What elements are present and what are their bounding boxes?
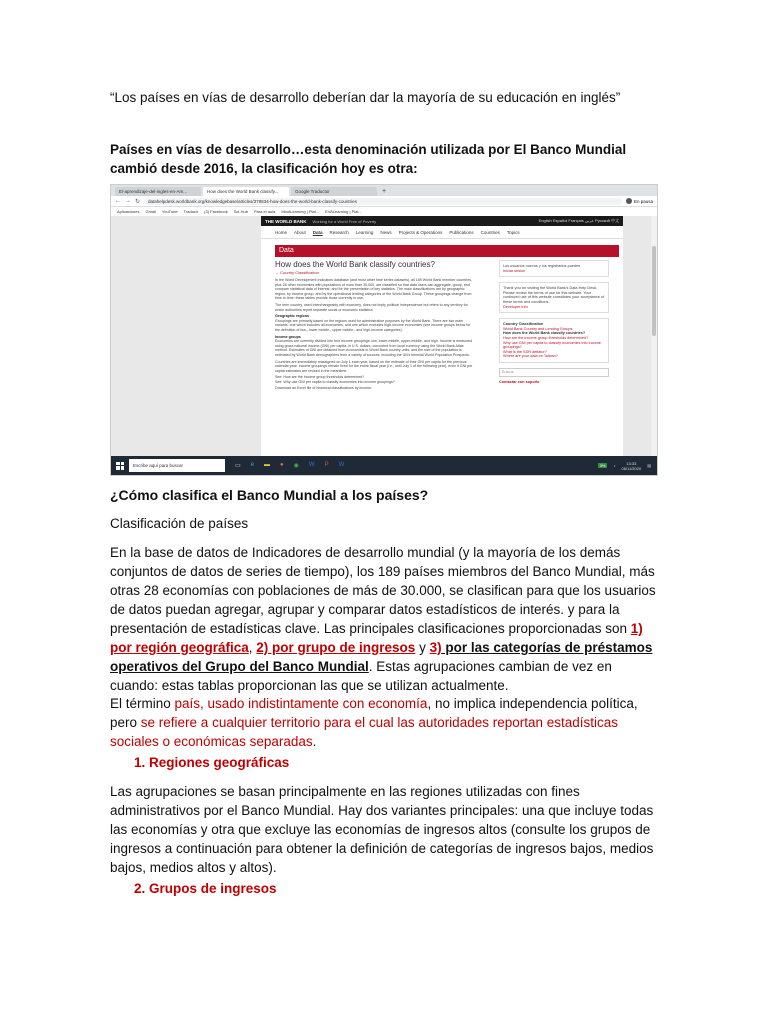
menu-item[interactable]: Projects & Operations (398, 229, 443, 235)
login-box (499, 260, 609, 277)
windows-start-icon[interactable] (116, 462, 124, 470)
support-link[interactable]: Contactar con soporte (499, 379, 540, 384)
paragraph-classification (110, 543, 660, 695)
sidebar-link[interactable]: How are the income group thresholds determined? (503, 335, 589, 340)
menu-item[interactable]: Countries (480, 229, 500, 235)
browser-tab[interactable]: El-aprendizaje-del-ingles-en-Am... (115, 187, 201, 196)
menu-item-selected[interactable]: Data (312, 229, 323, 235)
bookmark-item[interactable]: Gmail (145, 209, 156, 214)
section-heading: ¿Cómo clasifica el Banco Mundial a los países? (110, 487, 429, 503)
bookmark-item[interactable]: Aplicaciones (117, 209, 140, 214)
system-tray (598, 461, 657, 471)
language-links[interactable]: English Español Français عربي Русский 中文 (538, 218, 619, 223)
list-item-income: 2. Grupos de ingresos (134, 881, 277, 896)
taskbar-apps (235, 462, 344, 469)
section-subheading: Clasificación de países (110, 516, 249, 531)
article-title: How does the World Bank classify countries? (275, 260, 435, 269)
embedded-browser-screenshot (110, 184, 658, 476)
article-subheading: Income groups (275, 334, 301, 339)
bookmark-item[interactable]: EVALearning | Plat... (325, 209, 362, 214)
text-run: El término (110, 696, 175, 711)
profile-status: En pausa (633, 198, 653, 204)
highlight-text: país, usado indistintamente con economía (174, 696, 428, 711)
browser-tab-active[interactable]: How does the World Bank classify... (203, 187, 289, 196)
powerpoint-icon[interactable]: P (324, 462, 329, 468)
menu-item[interactable]: Learning (355, 229, 374, 235)
intro-paragraph (110, 140, 660, 178)
link-income-group[interactable]: 2) por grupo de ingresos (256, 640, 416, 655)
menu-item[interactable]: About (294, 229, 306, 235)
web-page-viewport (111, 216, 657, 457)
clock-time: 13:33 (626, 460, 637, 466)
link-lending-category[interactable]: por las categorías de préstamos operativos del Grupo del Banco Mundial (110, 640, 653, 674)
url-input[interactable]: datahelpdesk.worldbank.org/knowledgebase/articles/378834-how-does-the-world-bank-classify-countries (144, 198, 622, 205)
article-body (275, 278, 475, 391)
word-icon[interactable]: W (308, 462, 315, 468)
windows-taskbar (111, 456, 657, 475)
help-desk-text: Thank you for visiting the World Bank's Data Help Desk. Please review the terms of use for this website. Your continued use of this website constitutes your acceptance of these terms and conditions. (503, 286, 605, 304)
world-bank-logo[interactable]: THE WORLD BANK (265, 218, 307, 224)
country-classification-title: Country Classification (503, 322, 544, 327)
forward-icon[interactable]: → (125, 198, 131, 204)
sidebar-link-current[interactable]: How does the World Bank classify countries? (503, 331, 586, 336)
new-tab-button[interactable]: + (382, 188, 387, 195)
bookmark-item[interactable]: MindLearning | Plat... (281, 209, 320, 214)
paragraph-regions: Las agrupaciones se basan principalmente en las regiones utilizadas con fines administrativos por el Banco Mundial. Hay dos variantes principales: una que incluye todas las economías y otra que excluye las economías de ingresos altos (consulte los grupos de ingresos a continuación para obtener la definición de categorías de ingresos bajos, medios bajos, medios altos y altos). (110, 784, 654, 875)
right-sidebar (499, 260, 609, 385)
login-text: Los usuarios nuevos y los registrados pueden (503, 264, 581, 268)
sidebar-link[interactable]: Why use GNI per capita to classify economies into income groupings? (503, 340, 601, 350)
country-classification-box (499, 318, 609, 363)
bookmark-item[interactable]: Sci-Hub (233, 209, 248, 214)
world-bank-tagline: Working for a World Free of Poverty (312, 218, 377, 224)
sidebar-link[interactable]: World Bank Country and Lending Groups (503, 326, 573, 331)
menu-item[interactable]: Topics (506, 229, 520, 235)
word-icon[interactable]: W (338, 462, 345, 468)
browser-tab[interactable]: Google Traductor (291, 187, 377, 196)
article-paragraph: Economies are currently divided into four income groupings: low, lower-middle, upper-middle, and high. Income is measured using gross national income (GNI) per capita, in U.S. dollars, converted from local currency using the World Bank Atlas method. Estimates of GNI are obtained from economists in World Bank country units; and the size of the population is estimated by World Bank demographers from a variety of sources, including the UN's biennial World Population Prospects. (275, 339, 473, 357)
link-lending-category-number[interactable]: 3) (429, 640, 442, 655)
article-paragraph: The term country, used interchangeably with economy, does not imply political independence but refers to any territory for which authorities report separate social or economic statistics. (275, 302, 468, 312)
firefox-icon[interactable]: ● (280, 462, 284, 468)
address-bar-row (111, 196, 657, 207)
article-subheading: Geographic regions (275, 314, 309, 319)
text-run: . (312, 734, 317, 749)
site-menu (261, 226, 623, 239)
back-icon[interactable]: ← (115, 198, 121, 204)
text-run: , (248, 640, 257, 655)
avatar[interactable] (626, 198, 632, 204)
browser-tab-bar (111, 185, 657, 196)
login-link[interactable]: Iniciar sesión (503, 268, 526, 273)
intro-rest: esta denominación utilizada por El Banco Mundial cambió desde 2016, la clasificación hoy es otra: (110, 142, 627, 176)
article-link[interactable]: Download an Excel file of historical classifications by income. (275, 386, 373, 391)
article-link[interactable]: See: How are the income group thresholds determined? (275, 375, 365, 380)
task-view-icon[interactable]: ▭ (235, 463, 241, 469)
highlight-text: se refiere a cualquier territorio para el cual las autoridades reportan estadísticas sociales o económicas separadas (110, 715, 619, 749)
search-input[interactable]: Buscar (499, 368, 609, 377)
article-paragraph: Countries are immediately reassigned on July 1 each year, based on the estimate of their GNI per capita for the previous calendar year. Income groupings remain fixed for the entire fiscal year (i.e., until July 1 of the following year), even if GNI per capita estimates are revised in the meantime. (275, 359, 473, 373)
taskbar-search-input[interactable]: Escribe aquí para buscar (129, 459, 225, 472)
reload-icon[interactable]: ↻ (135, 198, 141, 205)
menu-item[interactable]: News (380, 229, 392, 235)
link-geographic-region[interactable]: 1) por región geográfica (110, 621, 643, 655)
article-paragraph: In the World Development Indicators database (and most other time series datasets), all 189 World Bank member countries, plus 28 other economies with populations of more than 30,000, are classified so that data users can aggregate, group, and compare statistical data of interest, and for the presentation of key statistics. The main classifications are by geographic region, by income group, and by the operational lending categories of the World Bank Group. These groupings change from time to time; these tables provide those currently in use. (275, 278, 473, 301)
menu-item[interactable]: Research (329, 229, 349, 235)
text-run: y (415, 640, 430, 655)
world-bank-header (261, 216, 623, 226)
bookmark-item[interactable]: (3) Facebook (204, 209, 228, 214)
intro-bold: Países en vías de desarrollo… (110, 142, 305, 157)
edge-icon[interactable]: e (250, 462, 255, 468)
folder-icon[interactable]: ▬ (264, 462, 271, 468)
list-item-regions: 1. Regiones geográficas (134, 755, 290, 770)
scrollbar[interactable] (651, 216, 657, 457)
quote-heading: “Los países en vías de desarrollo deberían dar la mayoría de su educación en inglés” (110, 90, 621, 105)
clock[interactable] (621, 461, 641, 471)
menu-item[interactable]: Home (275, 229, 288, 235)
sidebar-link[interactable]: Where are your data on Taiwan? (503, 354, 558, 359)
text-run: , no implica independencia política, pero (110, 696, 638, 730)
text-run: En la base de datos de Indicadores de desarrollo mundial (y la mayoría de los demás conjuntos de datos de series de tiempo), los 189 países miembros del Banco Mundial, más otras 28 economías con poblaciones de más de 30.000, se clasifican para que los usuarios de datos puedan agregar, agrupar y comparar datos estadísticos de interés. y para la presentación de estadísticas clave. Las principales clasificaciones proporcionadas son (110, 545, 656, 636)
volume-icon[interactable]: ♪ (613, 463, 616, 468)
menu-item[interactable]: Publications (449, 229, 474, 235)
world-bank-page (261, 216, 623, 457)
help-desk-box (499, 282, 609, 313)
bookmark-item[interactable]: Para el aula (253, 209, 276, 214)
bookmark-item[interactable]: Traducir (183, 209, 199, 214)
clock-date: 06/11/2020 (621, 465, 642, 471)
article-paragraph: Groupings are primarily based on the regions used for administrative purposes by the World Bank. There are two main variants: one which includes all economies, and one which excludes high-income economies (see income groups below for the definition of low-, lower middle-, upper middle-, and high-income categories). (275, 318, 471, 332)
bookmark-item[interactable]: YouTube (161, 209, 178, 214)
battery-indicator[interactable]: 3% (599, 463, 606, 468)
text-run: . Estas agrupaciones cambian de vez en cuando: estas tablas proporcionan las que se utilizan actualmente. (110, 659, 612, 693)
breadcrumb[interactable]: ← Country Classification (275, 270, 319, 275)
sidebar-link[interactable]: What is the SDR deflator? (503, 349, 547, 354)
paragraph-country-term (110, 694, 660, 751)
article-link[interactable]: See: Why use GNI per capita to classify economies into income groupings? (275, 379, 395, 384)
data-section-band: Data (275, 245, 619, 257)
developer-info-link[interactable]: Developer Info (503, 304, 528, 309)
scrollbar-thumb[interactable] (652, 246, 656, 336)
notifications-icon[interactable]: ▤ (647, 463, 651, 468)
chrome-icon[interactable]: ◉ (293, 463, 299, 469)
